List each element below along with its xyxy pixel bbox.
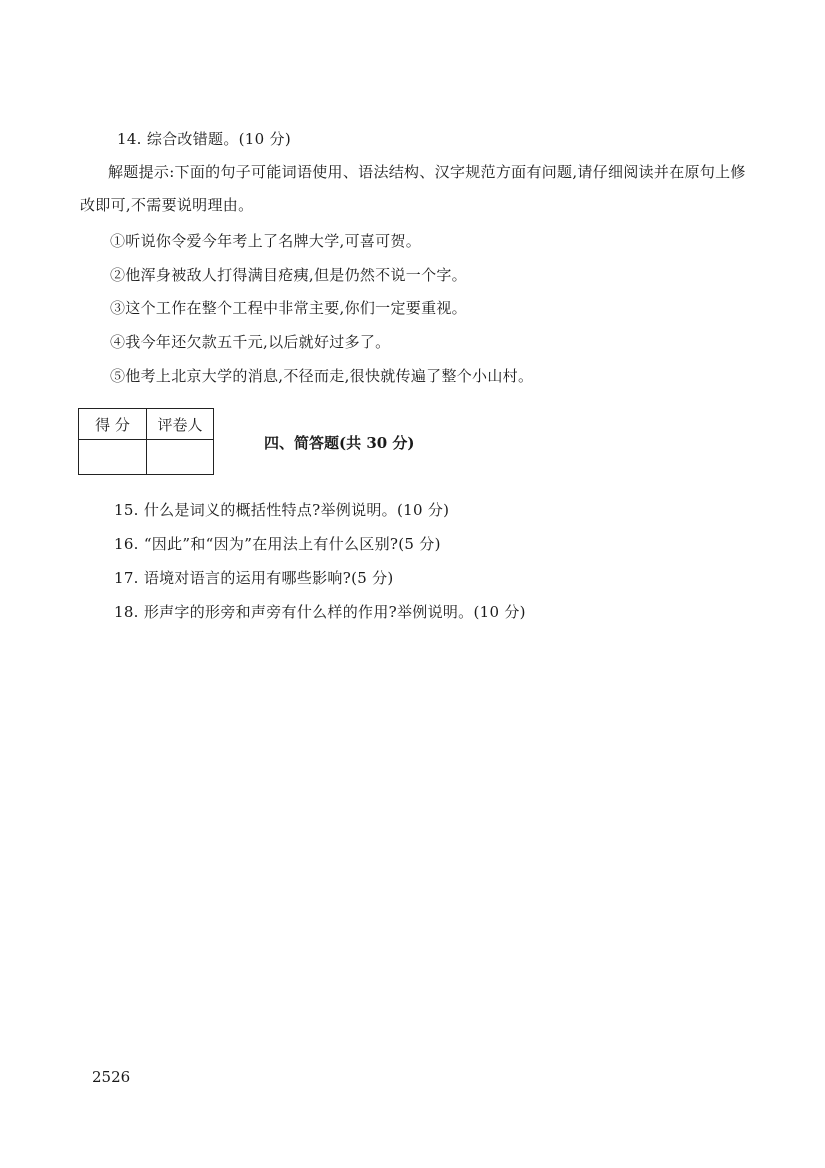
q14-hint-text: 解题提示:下面的句子可能词语使用、语法结构、汉字规范方面有问题,请仔细阅读并在原句上修改即可,不需要说明理由。 bbox=[80, 163, 746, 214]
section-title: 四、简答题(共 30 分) bbox=[264, 434, 415, 452]
page-number: 2526 bbox=[92, 1068, 131, 1086]
question-15: 15. 什么是词义的概括性特点?举例说明。(10 分) bbox=[114, 501, 450, 519]
q14-item-2: ②他浑身被敌人打得满目疮痍,但是仍然不说一个字。 bbox=[110, 266, 467, 284]
score-box bbox=[78, 408, 214, 475]
q14-title: 14. 综合改错题。(10 分) bbox=[117, 130, 291, 148]
q14-item-5: ⑤他考上北京大学的消息,不径而走,很快就传遍了整个小山村。 bbox=[110, 367, 534, 385]
score-cell bbox=[79, 440, 147, 475]
grader-cell bbox=[147, 440, 214, 475]
grader-header: 评卷人 bbox=[147, 409, 214, 440]
score-header: 得 分 bbox=[79, 409, 147, 440]
q14-item-1: ①听说你令爱今年考上了名牌大学,可喜可贺。 bbox=[110, 232, 422, 250]
q14-item-3: ③这个工作在整个工程中非常主要,你们一定要重视。 bbox=[110, 299, 467, 317]
q14-hint bbox=[80, 156, 750, 222]
q14-item-4: ④我今年还欠款五千元,以后就好过多了。 bbox=[110, 333, 391, 351]
question-17: 17. 语境对语言的运用有哪些影响?(5 分) bbox=[114, 569, 394, 587]
question-16: 16. “因此”和“因为”在用法上有什么区别?(5 分) bbox=[114, 535, 441, 553]
question-18: 18. 形声字的形旁和声旁有什么样的作用?举例说明。(10 分) bbox=[114, 603, 526, 621]
